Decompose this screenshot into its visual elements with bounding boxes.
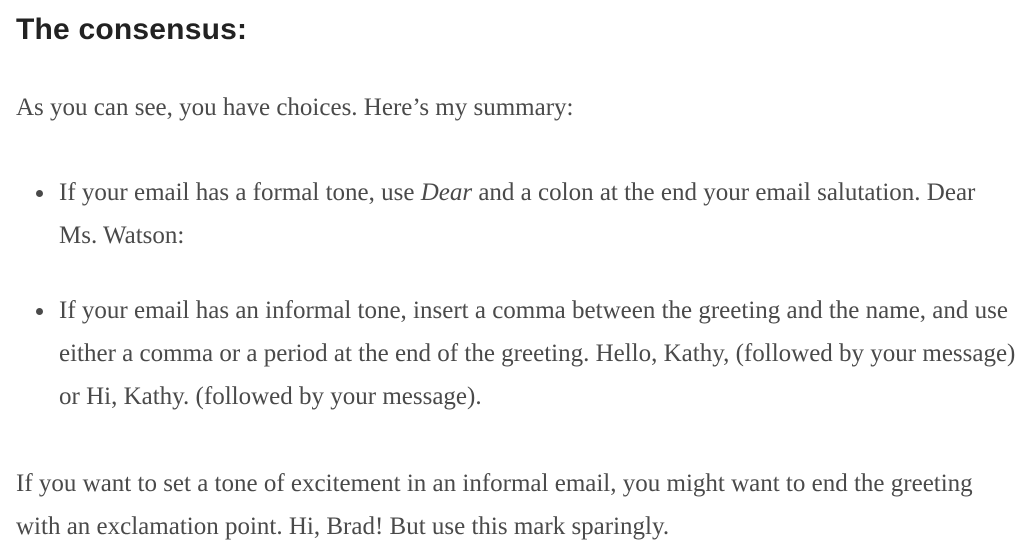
section-heading: The consensus: — [16, 13, 248, 46]
list-item-text: If your email has an informal tone, insert a comma between the greeting and the name, and use either a comma or a period at the end of the greeting. Hello, Kathy, (followed by your message) or Hi, Kathy. (followed by your message). — [59, 297, 1016, 410]
bullet-dot-icon — [36, 308, 43, 315]
bullet-dot-icon — [36, 190, 43, 197]
emphasized-word: Dear — [420, 179, 473, 206]
list-item-text — [59, 171, 1019, 257]
list-item-text-end: and a colon at the end your email salutation. Dear Ms. Watson: — [59, 179, 976, 249]
closing-paragraph: If you want to set a tone of excitement in an informal email, you might want to end the greeting with an exclamation point. Hi, Brad! But use this mark sparingly. — [16, 470, 973, 540]
intro-paragraph: As you can see, you have choices. Here’s my summary: — [16, 94, 574, 121]
list-item-text-start: If your email has a formal tone, use — [59, 179, 421, 206]
